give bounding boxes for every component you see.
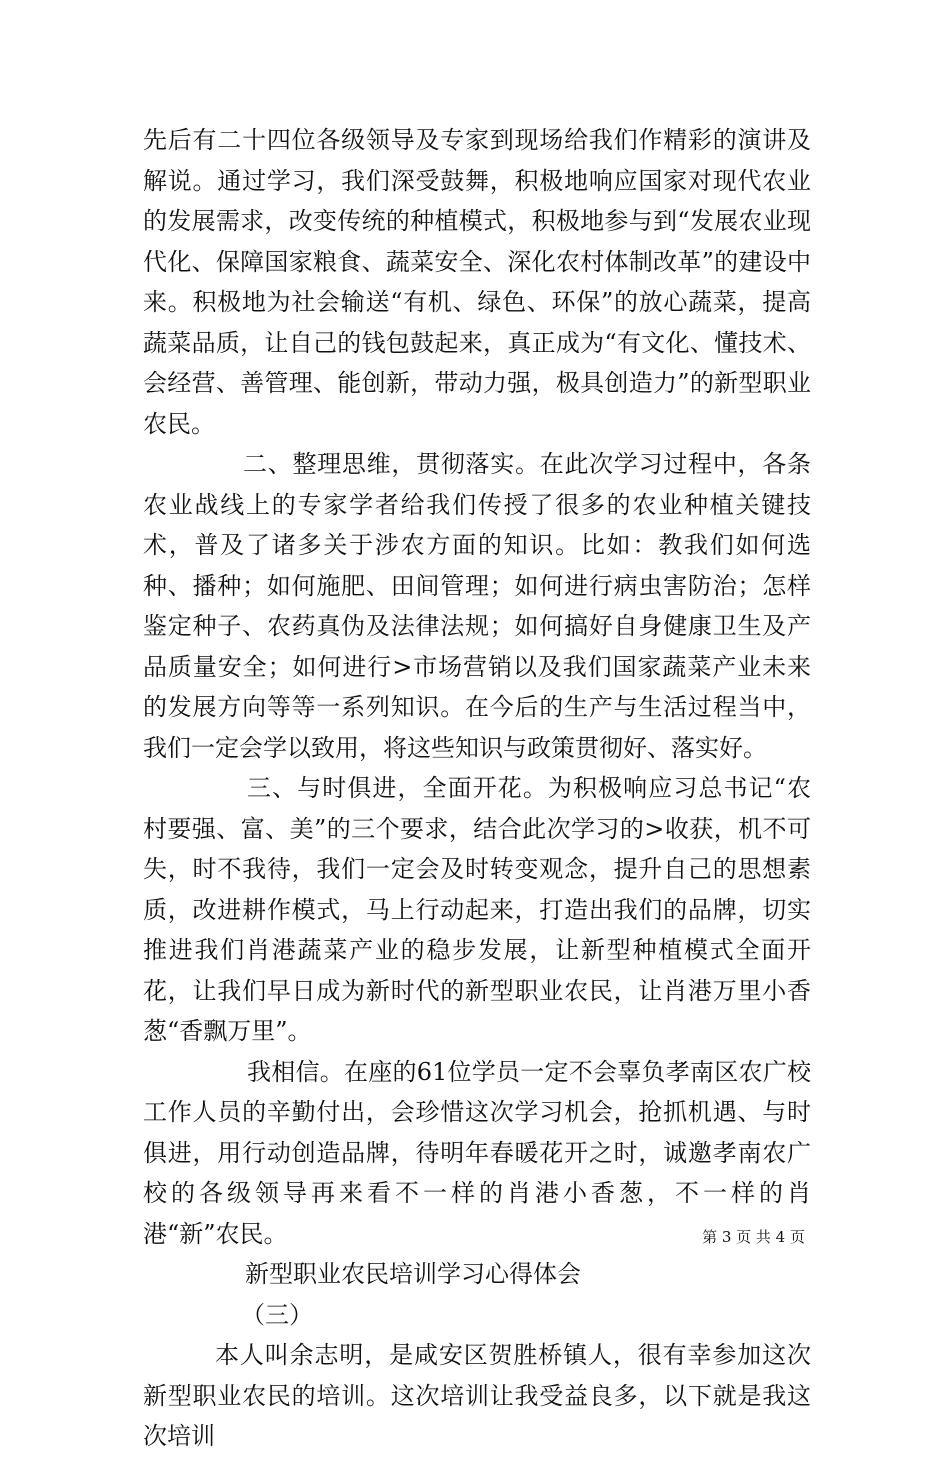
paragraph-conclusion: 我相信。在座的61位学员一定不会辜负孝南区农广校工作人员的辛勤付出，会珍惜这次学习机会，抢抓机遇、与时俱进，用行动创造品牌，待明年春暖花开之时，诚邀孝南农广校的各级领导再来看不一样的肖港小香葱，不一样的肖港“新”农民。 <box>143 1057 811 1248</box>
paragraph-new-article: 本人叫余志明，是咸安区贺胜桥镇人，很有幸参加这次新型职业农民的培训。这次培训让我受益良多，以下就是我这次培训 <box>143 1341 811 1450</box>
section-subtitle: （三） <box>241 1300 313 1329</box>
paragraph-intro-continued: 先后有二十四位各级领导及专家到现场给我们作精彩的演讲及解说。通过学习，我们深受鼓舞，积极地响应国家对现代农业的发展需求，改变传统的种植模式，积极地参与到“发展农业现代化、保障国家粮食、蔬菜安全、深化农村体制改革”的建设中来。积极地为社会输送“有机、绿色、环保”的放心蔬菜，提高蔬菜品质，让自己的钱包鼓起来，真正成为“有文化、懂技术、会经营、善管理、能创新，带动力强，极具创造力”的新型职业农民。 <box>143 126 811 438</box>
page-number: 第 3 页 共 4 页 <box>702 1228 805 1246</box>
paragraph-section-three: 三、与时俱进，全面开花。为积极响应习总书记“农村要强、富、美”的三个要求，结合此次学习的>收获，机不可失，时不我待，我们一定会及时转变观念，提升自己的思想素质，改进耕作模式，马上行动起来，打造出我们的品牌，切实推进我们肖港蔬菜产业的稳步发展，让新型种植模式全面开花，让我们早日成为新时代的新型职业农民，让肖港万里小香葱“香飘万里”。 <box>143 774 811 1045</box>
paragraph-section-two: 二、整理思维，贯彻落实。在此次学习过程中，各条农业战线上的专家学者给我们传授了很多的农业种植关键技术，普及了诸多关于涉农方面的知识。比如：教我们如何选种、播种；如何施肥、田间管理；如何进行病虫害防治；怎样鉴定种子、农药真伪及法律法规；如何搞好自身健康卫生及产品质量安全；如何进行>市场营销以及我们国家蔬菜产业未来的发展方向等等一系列知识。在今后的生产与生活过程当中，我们一定会学以致用，将这些知识与政策贯彻好、落实好。 <box>143 450 811 762</box>
section-title: 新型职业农民培训学习心得体会 <box>245 1260 581 1288</box>
document-body <box>143 120 811 1457</box>
